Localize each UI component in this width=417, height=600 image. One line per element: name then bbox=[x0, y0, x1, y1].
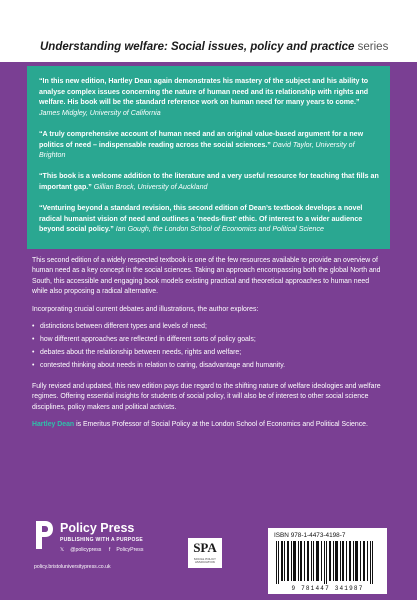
spa-subtitle: SOCIAL POLICY ASSOCIATION bbox=[193, 558, 217, 564]
barcode-icon bbox=[274, 541, 381, 584]
quote-text: “This book is a welcome addition to the literature and a very useful resource for teaching that fills an important gap.” bbox=[39, 172, 379, 191]
barcode-box bbox=[268, 528, 387, 594]
author-bio bbox=[32, 420, 384, 430]
twitter-icon: 𝕏 bbox=[60, 547, 65, 553]
facebook-handle[interactable]: PolicyPress bbox=[116, 547, 144, 553]
quote-text: “Venturing beyond a standard revision, this second edition of Dean’s textbook develops a novel radical humanist vision of need and outlines a ‘needs-first’ ethic. Of interest to a wider audience beyond social policy.” bbox=[39, 204, 363, 234]
list-item: • contested thinking about needs in relation to caring, disadvantage and humanity. bbox=[32, 361, 384, 371]
twitter-handle[interactable]: @policypress bbox=[70, 547, 102, 553]
publisher-url[interactable]: policy.bristoluniversitypress.co.uk bbox=[34, 564, 111, 570]
author-name: Hartley Dean bbox=[32, 421, 75, 428]
series-title-suffix: series bbox=[357, 41, 389, 53]
explores-list bbox=[32, 322, 384, 371]
quote-text: “In this new edition, Hartley Dean again demonstrates his mastery of the subject and his ability to analyse complex issues concerning the nature of human need and its relationship with rights and welfare. His book will be the standard reference work on human need for many years to come.” bbox=[39, 77, 369, 107]
list-item: • distinctions between different types and levels of need; bbox=[32, 322, 384, 332]
facebook-icon: f bbox=[108, 547, 111, 553]
isbn-label: ISBN 978-1-4473-4198-7 bbox=[274, 532, 346, 539]
endorsement-quote bbox=[39, 129, 381, 161]
endorsement-quote bbox=[39, 171, 381, 192]
author-bio-text: is Emeritus Professor of Social Policy at the London School of Economics and Political Science. bbox=[76, 421, 368, 428]
endorsement-quote bbox=[39, 76, 381, 118]
list-item: • debates about the relationship between needs, rights and welfare; bbox=[32, 348, 384, 358]
policy-press-logo-icon bbox=[34, 520, 54, 550]
endorsement-quote bbox=[39, 203, 381, 235]
quote-attribution: David Taylor, University of Brighton bbox=[39, 140, 355, 160]
series-title-main: Understanding welfare: Social issues, policy and practice bbox=[40, 41, 355, 53]
publisher-tagline: PUBLISHING WITH A PURPOSE bbox=[60, 537, 143, 543]
description-closing: Fully revised and updated, this new edition pays due regard to the shifting nature of welfare ideologies and welfare regimes. Offering essential insights for students of social policy, it will also be of interest to other social science disciplines, policy makers and political activists. bbox=[32, 383, 381, 411]
publisher-name: Policy Press bbox=[60, 521, 135, 535]
spa-letters: SPA bbox=[193, 540, 217, 555]
quote-attribution: Gillian Brock, University of Auckland bbox=[93, 182, 208, 191]
publisher-social bbox=[60, 547, 149, 553]
spa-logo bbox=[188, 538, 222, 568]
barcode-number: 9 781447 341987 bbox=[291, 585, 364, 592]
publisher-block bbox=[34, 520, 174, 590]
quote-attribution: Ian Gough, the London School of Economics and Political Science bbox=[115, 225, 324, 234]
quote-text: “A truly comprehensive account of human need and an original value-based argument for a new politics of need – indispensable reading across the social sciences.” bbox=[39, 130, 364, 149]
list-item: • how different approaches are reflected in different sorts of policy goals; bbox=[32, 335, 384, 345]
series-title bbox=[40, 41, 388, 53]
quote-attribution: James Midgley, University of California bbox=[39, 108, 161, 117]
description-explores-intro: Incorporating crucial current debates and illustrations, the author explores: bbox=[32, 306, 259, 313]
description-intro: This second edition of a widely respected textbook is one of the few resources available to provide an overview of human need as a key concept in the social sciences. Taking an approach encompassing both the global North and South, this accessible and engaging book models existing practical and theoretical approaches to human need while also proposing a radical alternative. bbox=[32, 257, 381, 296]
series-banner bbox=[0, 0, 417, 62]
